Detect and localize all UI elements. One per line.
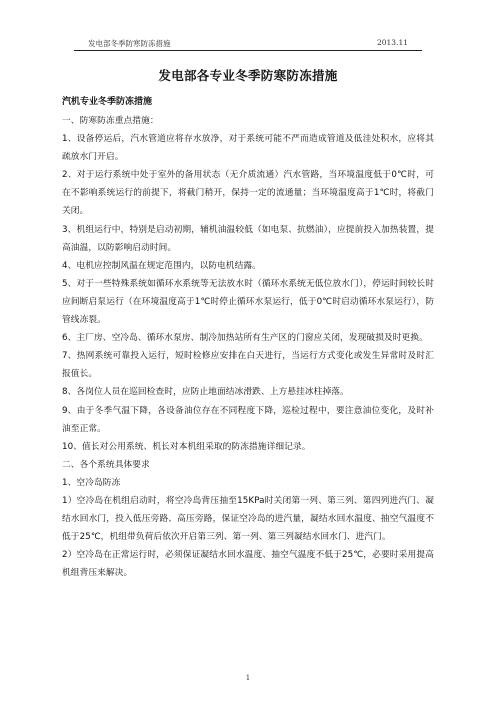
page-number: 1 [245, 674, 251, 682]
paragraph: 1、设备停运后，汽水管道应将存水放净，对于系统可能不严而造成管道及低洼处积水，应将其疏放水门开启。 [62, 134, 434, 163]
paragraph: 10、值长对公用系统、机长对本机组采取的防冻措施详细记录。 [62, 441, 311, 452]
paragraph: 7、热网系统可靠投入运行，短时检修应安排在白天进行，当运行方式变化或发生异常时及时汇报值长。 [62, 351, 434, 380]
page-header [74, 36, 422, 51]
document-body [62, 66, 434, 582]
paragraph: 5、对于一些特殊系统如循环水系统等无法放水时（循环水系统无低位放水门），停运时间较长时应间断启泵运行（在环境温度高于1℃时停止循环水泵运行，低于0℃时启动循环水泵运行），防管线冻裂。 [62, 278, 434, 326]
paragraph: 1）空冷岛在机组启动时，将空冷岛背压抽至15KPa时关闭第一列、第三列、第四列进汽门、凝结水回水门，投入低压旁路、高压旁路，保证空冷岛的进汽量，凝结水回水温度、抽空气温度不低于25℃，机组带负荷后依次开启第三列、第一列、第三列凝结水回水门、进汽门。 [62, 495, 434, 543]
paragraph: 6、主厂房、空冷岛、循环水泵房、制冷加热站所有生产区的门窗应关闭，发现破损及时更换。 [62, 333, 428, 344]
header-date: 2013.11 [376, 38, 408, 47]
paragraph: 8、各岗位人员在巡回检查时，应防止地面结冰滑跌、上方悬挂冰柱掉落。 [62, 387, 349, 398]
document-title: 发电部各专业冬季防寒防冻措施 [158, 68, 338, 83]
paragraph: 2、对于运行系统中处于室外的备用状态（无介质流通）汽水管路，当环境温度低于0℃时，可在不影响系统运行的前提下，将截门稍开，保持一定的流通量；当环境温度高于1℃时，将截门关闭。 [62, 170, 434, 217]
paragraph: 一、防寒防冻重点措施： [62, 116, 159, 126]
paragraph: 二、各个系统具体要求 [62, 459, 150, 470]
paragraph: 9、由于冬季气温下降，各设备油位存在不同程度下降，巡检过程中，要注意油位变化，及时补油至正常。 [62, 405, 434, 434]
paragraph: 2）空冷岛在正常运行时，必须保证凝结水回水温度、抽空气温度不低于25℃，必要时采用提高机组背压来解决。 [62, 550, 434, 579]
section-heading: 汽机专业冬季防冻措施 [62, 97, 153, 107]
header-title: 发电部冬季防寒防冻措施 [88, 39, 171, 48]
paragraph: 4、电机应控制风温在规定范围内，以防电机结露。 [62, 260, 261, 271]
paragraph: 1、空冷岛防冻 [62, 477, 121, 488]
paragraph: 3、机组运行中，特别是启动初期，辅机油温较低（如电泵、抗燃油），应提前投入加热装置，提高油温，以防影响启动时间。 [62, 224, 434, 253]
